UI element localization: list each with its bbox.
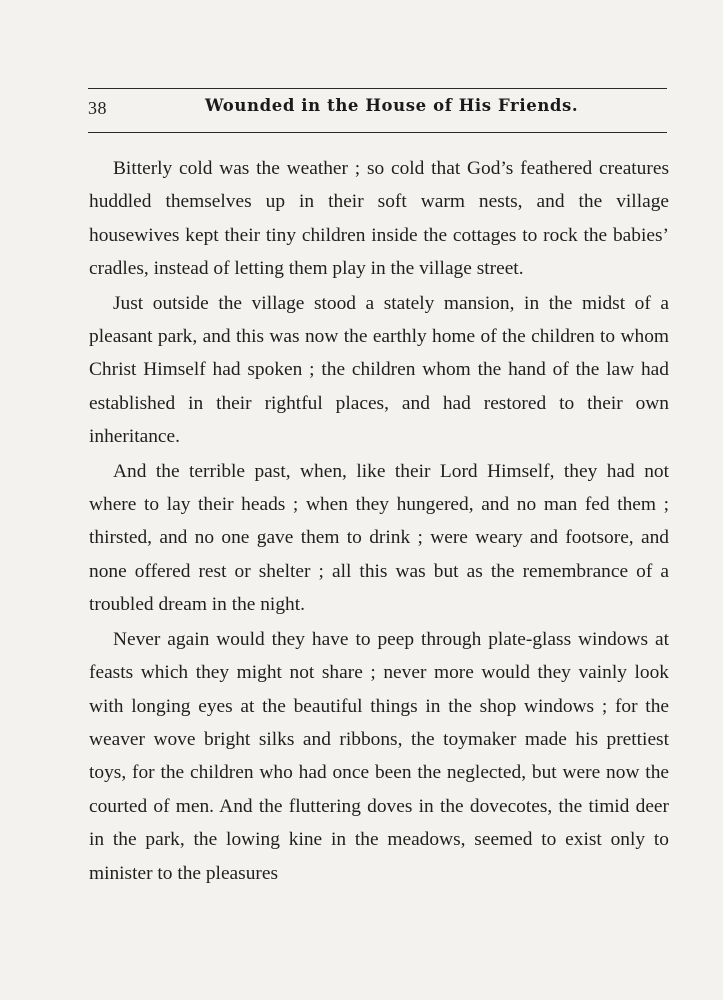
header-top-rule [88, 88, 667, 89]
paragraph: Bitterly cold was the weather ; so cold that God’s feathered creatures huddled themselves up in their soft warm nests, and the village housewives kept their tiny children inside the cottages to rock the babies’ cradles, instead of letting them play in the village street. [89, 158, 669, 280]
header-bottom-rule [88, 132, 667, 133]
paragraph: Just outside the village stood a stately mansion, in the midst of a pleasant park, and this was now the earthly home of the children to whom Christ Himself had spoken ; the children whom the hand of the law had established in their rightful places, and had restored to their own inheritance. [89, 292, 669, 448]
running-title: Wounded in the House of His Friends. [205, 96, 579, 115]
page-number: 38 [88, 98, 107, 118]
paragraph: And the terrible past, when, like their Lord Himself, they had not where to lay their heads ; when they hungered, and no man fed them ; thirsted, and no one gave them to drink ; were weary and footsore, and none offered rest or shelter ; all this was but as the remembrance of a troubled dream in the night. [89, 460, 669, 616]
running-head [88, 94, 667, 126]
paragraph: Never again would they have to peep through plate-glass windows at feasts which they might not share ; never more would they vainly look with longing eyes at the beautiful things in the shop windows ; for the weaver wove bright silks and ribbons, the toymaker made his prettiest toys, for the children who had once been the neglected, but were now the courted of men. And the fluttering doves in the dovecotes, the timid deer in the park, the lowing kine in the meadows, seemed to exist only to minister to the pleasures [89, 628, 669, 884]
body-text [89, 152, 669, 890]
